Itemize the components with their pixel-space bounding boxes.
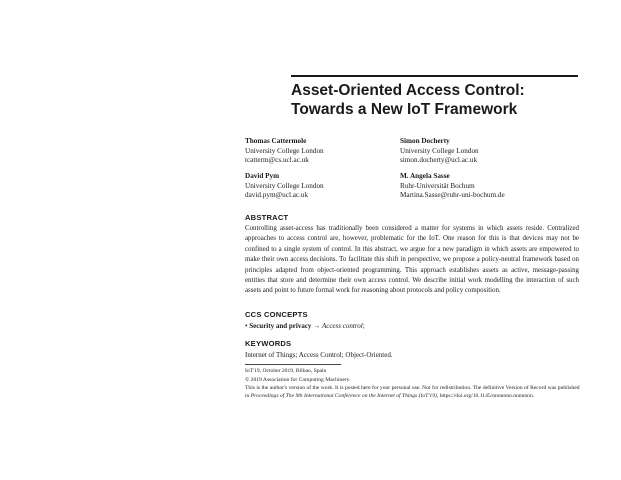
- author-email: simon.docherty@ucl.ac.uk: [400, 156, 478, 164]
- author-email: tcatterm@cs.ucl.ac.uk: [245, 156, 309, 164]
- author-affiliation: University College London: [400, 146, 479, 155]
- footer-proceedings: Proceedings of The 9th International Conference on the Internet of Things (IoT'19): [250, 393, 437, 399]
- author-name: David Pym: [245, 172, 280, 180]
- author-name: Simon Docherty: [400, 137, 450, 145]
- author-block-1: [245, 137, 324, 166]
- author-affiliation: University College London: [245, 146, 324, 155]
- footer-venue: IoT'19, October 2019, Bilbao, Spain: [245, 368, 327, 374]
- footer-notice-pre: This is the author's version of the work. It is posted here for your personal use. Not for redistribution. The definitive Version of Record was published in: [245, 385, 580, 399]
- title-line-2: Towards a New IoT Framework: [291, 101, 518, 118]
- ccs-end: ;: [362, 322, 365, 330]
- title-line-1: Asset-Oriented Access Control:: [291, 82, 525, 99]
- ccs-concepts-line: [245, 322, 365, 330]
- paper-title: [291, 81, 591, 119]
- abstract-heading: ABSTRACT: [245, 213, 289, 222]
- author-block-2: [400, 137, 479, 166]
- title-rule: [291, 75, 578, 77]
- abstract-text: Controlling asset-access has traditionally been considered a matter for systems in which assets reside. Centralized approaches to access control are, however, problematic for the IoT. One reason for this is that devices may not be confined to a single system of control. In this abstract, we argue for a new paradigm in which assets are empowered to make their own access decisions. To facilitate this shift in perspective, we propose a policy-neutral framework based on principles adapted from object-oriented programming. This approach establishes assets as active, message-passing entities that store and determine their own access control. We describe initial work modelling the interaction of such assets and point to future formal work for reasoning about protocols and policy composition.: [245, 225, 579, 295]
- ccs-category: Security and privacy: [249, 322, 312, 330]
- keywords-heading: KEYWORDS: [245, 339, 292, 348]
- author-affiliation: Ruhr-Universität Bochum: [400, 181, 475, 190]
- keywords-text: Internet of Things; Access Control; Object-Oriented.: [245, 351, 393, 359]
- footnote-rule: [245, 364, 341, 365]
- ccs-heading: CCS CONCEPTS: [245, 310, 308, 319]
- footer-notice-post: , https://doi.org/10.1145/nnnnnnn.nnnnnnn.: [436, 393, 535, 399]
- author-name: Thomas Cattermole: [245, 137, 307, 145]
- author-affiliation: University College London: [245, 181, 324, 190]
- author-block-4: [400, 172, 505, 201]
- author-name: M. Angela Sasse: [400, 172, 450, 180]
- author-email: Martina.Sasse@ruhr-uni-bochum.de: [400, 191, 505, 199]
- footer-notice: [245, 384, 581, 400]
- author-block-3: [245, 172, 324, 201]
- ccs-arrow: →: [313, 322, 321, 330]
- ccs-concept: Access control: [321, 322, 363, 330]
- author-email: david.pym@ucl.ac.uk: [245, 191, 309, 199]
- footer-copyright: © 2019 Association for Computing Machinery.: [245, 377, 351, 383]
- ccs-bullet: •: [245, 322, 248, 330]
